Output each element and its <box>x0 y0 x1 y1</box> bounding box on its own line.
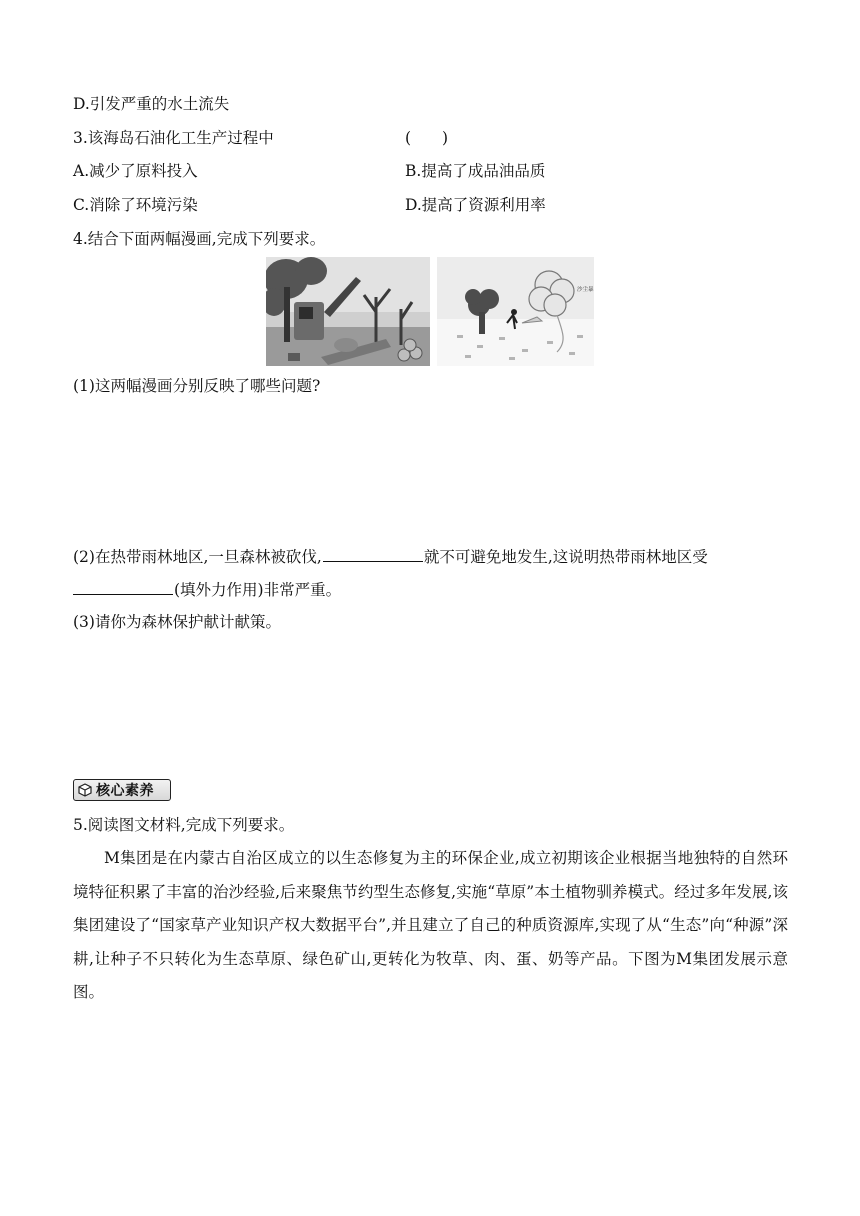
q3-answer-paren: ( ) <box>405 129 449 147</box>
q4-sub2-part3: (填外力作用)非常严重。 <box>174 581 342 599</box>
section-badge-label: 核心素养 <box>96 783 154 799</box>
q5-material-paragraph: M集团是在内蒙古自治区成立的以生态修复为主的环保企业,成立初期该企业根据当地独特的自然环境特征积累了丰富的治沙经验,后来聚焦节约型生态修复,实施“草原”本土植物驯养模式。经过多年发展,该集团建设了“国家草产业知识产权大数据平台”,并且建立了自己的种质资源库,实现了从“生态”向“种源”深耕,让种子不只转化为生态草原、绿色矿山,更转化为牧草、肉、蛋、奶等产品。下图为M集团发展示意图。 <box>73 849 788 1001</box>
answer-blank-1[interactable] <box>323 545 423 562</box>
q4-sub1: (1)这两幅漫画分别反映了哪些问题? <box>73 377 321 395</box>
q4-sub3: (3)请你为森林保护献计献策。 <box>73 613 281 631</box>
answer-blank-2[interactable] <box>73 578 173 595</box>
cube-icon <box>78 783 92 797</box>
q3-option-d: D.提高了资源利用率 <box>405 196 546 214</box>
q4-sub2-part2: 就不可避免地发生,这说明热带雨林地区受 <box>423 548 708 566</box>
q4-sub2-line1 <box>73 545 708 567</box>
q3-option-a: A.减少了原料投入 <box>73 162 198 180</box>
sandstorm-label: 沙尘暴 <box>577 287 594 293</box>
deforestation-cartoon <box>266 257 430 366</box>
sandstorm-cartoon <box>437 257 594 366</box>
q4-sub2-line2 <box>73 578 341 600</box>
section-badge <box>73 779 171 801</box>
q2-option-d: D.引发严重的水土流失 <box>73 95 230 113</box>
q3-option-b: B.提高了成品油品质 <box>405 162 546 180</box>
q4-stem: 4.结合下面两幅漫画,完成下列要求。 <box>73 230 326 248</box>
q4-sub2-part1: (2)在热带雨林地区,一旦森林被砍伐, <box>73 548 322 566</box>
q3-option-c: C.消除了环境污染 <box>73 196 198 214</box>
q5-stem: 5.阅读图文材料,完成下列要求。 <box>73 816 295 834</box>
q3-stem: 3.该海岛石油化工生产过程中 <box>73 129 274 147</box>
